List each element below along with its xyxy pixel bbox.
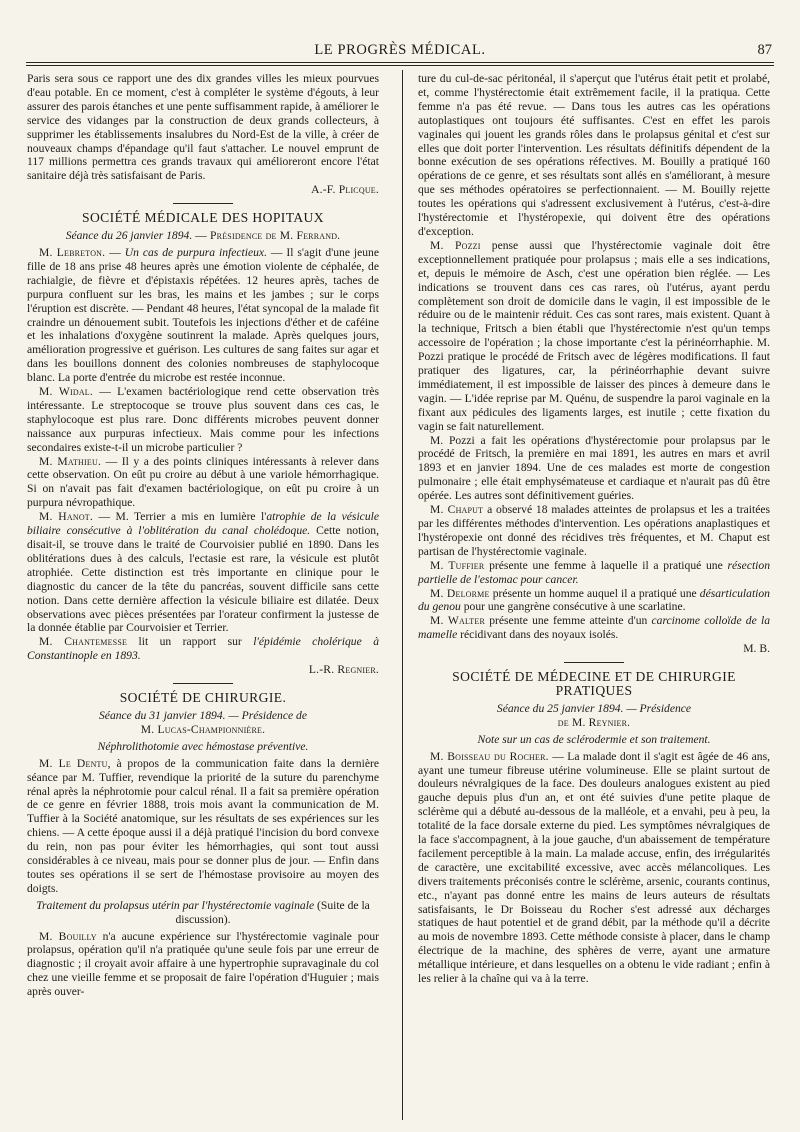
communication-title: atrophie de la vésicule biliaire consécutive à l'oblitération du canal cholédoque. xyxy=(27,510,379,538)
speaker-name: M. Walter xyxy=(430,614,486,628)
paragraph-chaput: M. Chaput a observé 18 malades atteintes de prolapsus et les a traitées par les différentes méthodes d'intervention. Les opérations anaplastiques et l'hystéropexie ont donné des récidives très fréquentes, et M. Chaput est partisan de l'hystérectomie vaginale. xyxy=(418,503,771,558)
paragraph-bouilly-continued: ture du cul-de-sac péritonéal, il s'aperçut que l'utérus était petit et prolabé, et, comme l'hystérectomie était extrêmement facile, il la pratiqua. Cette femme n'a pas été revue. — Dans tous les autres cas les opérations autoplastiques ont toujours été suffisantes. C'est en effet les parois vaginales qui jouent les grands rôles dans le prolapsus génital et c'est sur elles que doit porter l'intervention. Les résultats définitifs dépendent de la bonne exécution de ses opérations réfectives. M. Bouilly a pratiqué 160 opérations de ce genre, et ses résultats sont allés en s'améliorant, à mesure que ses méthodes opératoires se perfectionnaient. — M. Bouilly rejette toutes les opérations qui s'adressent exclusivement à l'utérus, c'est-à-dire l'hystérectomie et l'hystéropexie, qui doivent être des opérations d'exception. xyxy=(418,72,770,238)
speaker-name: M. Chaput xyxy=(430,503,484,517)
left-column xyxy=(27,72,379,999)
running-title: LE PROGRÈS MÉDICAL. xyxy=(314,42,486,58)
communication-title: l'épidémie cholérique à Constantinople en 1893. xyxy=(27,635,379,663)
speaker-name: M. Lebreton. xyxy=(39,245,106,259)
subtitle-nephrolithotomie: Néphrolithotomie avec hémostase préventive. xyxy=(97,739,309,753)
paragraph-walter: M. Walter présente une femme atteinte d'un carcinome colloïde de la mamelle récidivant dans des noyaux isolés. xyxy=(418,614,770,642)
paragraph-boisseau: M. Boisseau du Rocher. — La malade dont il s'agit est âgée de 46 ans, ayant une tumeur fibreuse utérine volumineuse. Elle se plaint surtout de douleurs névralgiques de la face. Des douleurs analogues existent au pied gauche depuis plus d'un an, et ont été suivies d'une petite plaque de sclérème qui a débuté au-dessous de la malléole, et a envahi, peu à peu, la totalité de la face dorsale externe du pied. Les symptômes névralgiques de la face s'accompagnent, à la joue gauche, d'un abaissement de température facilement perceptible à la main. La malade accuse, enfin, des irrégularités de caractère, une excitabilité excessive, avec accès mélancoliques. Les divers traitements préconisés contre le sclérème, arsenic, courants continus, etc., n'ayant pas donné entre les mains de leurs auteurs de résultats satisfaisants, le Dr Boisseau du Rocher s'est adressé aux décharges statiques de haut potentiel et de grand débit, par la méthode qu'il a décrite au mois de novembre 1893. Cette méthode consiste à placer, dans le champ électrique de la machine, des sphères de verre, ayant une armature métallique intérieure, et dans lesquelles on a obtenu le vide radiant ; enfin à les relier à la chaîne qui va à la terre. xyxy=(418,749,770,986)
paragraph-pozzi-results: M. Pozzi a fait les opérations d'hystérectomie pour prolapsus par le procédé de Fritsch, la première en mai 1891, les autres en mars et avril 1893 et en janvier 1894. Une de ces malades est morte de congestion pulmonaire ; elle était emphysémateuse et cardiaque et n'aurait pas dû être opérée. Les autres sont définitivement guéries. xyxy=(418,433,770,503)
paragraph-mathieu: M. Mathieu. — Il y a des points cliniques intéressants à relever dans cette observation. On eût pu croire au début à une variole hémorrhagique. Si on n'avait pas fait d'examen bactériologique, on eût pu croire à un purpura névropathique. xyxy=(27,454,379,510)
speaker-name: M. Le Dentu, xyxy=(39,756,111,770)
communication-title: résection partielle de l'estomac pour cancer. xyxy=(418,558,770,586)
paragraph-lebreton: M. Lebreton. — Un cas de purpura infectieux. — Il s'agit d'une jeune fille de 18 ans prise 48 heures après une émotion violente de céphalée, de rachialgie, de fièvre et d'épistaxis répétées. 12 heures après, taches de purpura confluent sur les bras, les mains et les jambes ; sur le corps l'éruption est discrète. — Pendant 48 heures, l'état syncopal de la malade fit craindre un dénouement subit. Toutefois les injections d'éther et de caféine et les inhalations d'oxygène soutinrent la malade. Après quelques jours, amélioration progressive et guérison. Les cultures de sang faites sur agar et dans les bouillons donnent des colonies nombreuses de staphylocoque blanc. La porte d'entrée du microbe est restée inconnue. xyxy=(27,245,379,385)
paragraph-chantemesse: M. Chantemesse lit un rapport sur l'épidémie cholérique à Constantinople en 1893. xyxy=(27,635,379,663)
signature-mb: M. B. xyxy=(743,642,770,656)
speaker-name: M. Hanot. xyxy=(39,510,93,524)
communication-title: carcinome colloïde de la mamelle xyxy=(418,614,770,642)
section-title-hopitaux: SOCIÉTÉ MÉDICALE DES HOPITAUX xyxy=(82,210,324,226)
right-column xyxy=(418,72,770,986)
communication-title: Un cas de purpura infectieux. xyxy=(124,245,267,259)
speaker-name: M. Widal. xyxy=(39,385,93,399)
session-line-medecine: Séance du 25 janvier 1894. — Présidence de M. Reynier. xyxy=(496,701,692,729)
paragraph-pozzi: M. Pozzi pense aussi que l'hystérectomie vaginale doit être exceptionnellement pratiquée pour prolapsus ; mais elle a ses indications, et, depuis le mémoire de Asch, c'est une opération bien réglée. — Les indications se trouvent dans ces cas rares, où l'utérus, ayant perdu complètement son droit de domicile dans le vagin, il est impossible de le réduire ou de le maintenir réduit. Ces cas sont rares, mais existent. Quant à la technique, Fritsch a bien établi que l'hystérectomie n'est qu'un temps accessoire de l'opération ; la chose importante c'est la périnéorrhaphie. M. Pozzi pratique le procédé de Fritsch avec de légères modifications. Il faut pratiquer des ligatures, car, la périnéorrhaphie devant suivre immédiatement, il est impossible de laisser des pinces à demeure dans le vagin. — L'idée reprise par M. Quénu, de suspendre la paroi vaginale en la fixant aux pédicules des ligaments larges, est inutile ; cette fixation du vagin se fait naturellement. xyxy=(418,238,770,433)
subtitle-prolapsus: Traitement du prolapsus utérin par l'hystérectomie vaginale (Suite de la discussion). xyxy=(36,898,370,926)
session-date: Séance du 26 janvier 1894. xyxy=(65,229,193,243)
speaker-name: M. Tuffier xyxy=(430,558,485,572)
session-line-chirurgie: Séance du 31 janvier 1894. — Présidence de M. Lucas-Championnière. xyxy=(99,708,307,736)
section-divider xyxy=(564,662,624,663)
header-rule-bottom xyxy=(26,65,774,66)
page-header xyxy=(28,38,772,60)
page-number: 87 xyxy=(757,42,772,58)
section-title-medecine-chirurgie: SOCIÉTÉ DE MÉDECINE ET DE CHIRURGIE PRATIQUES xyxy=(452,669,736,698)
section-divider xyxy=(173,203,233,204)
paragraph-bouilly: M. Bouilly n'a aucune expérience sur l'hystérectomie vaginale pour prolapsus, opération qu'il n'a pratiquée qu'une seule fois par une erreur de diagnostic ; il croyait avoir affaire à une hypertrophie supravaginale du col chez une vieille femme et se proposait de faire l'opération d'Huguier ; mais après ouver- xyxy=(27,929,379,999)
paragraph-widal: M. Widal. — L'examen bactériologique rend cette observation très intéressante. Le streptocoque se trouve plus souvent dans ces cas, le staphylocoque est plus rare. Donc différents microbes peuvent donner naissance aux purpuras infectieux. Mais comme pour les infections secondaires existe-t-il un microbe particulier ? xyxy=(27,385,379,454)
signature-regnier: L.-R. Regnier. xyxy=(308,663,379,677)
signature-plicque: A.-F. Plicque. xyxy=(311,183,379,197)
section-title-chirurgie: SOCIÉTÉ DE CHIRURGIE. xyxy=(119,690,287,706)
speaker-name: M. Pozzi xyxy=(430,238,481,252)
paragraph-delorme: M. Delorme présente un homme auquel il a pratiqué une désarticulation du genou pour une gangrène consécutive à une scarlatine. xyxy=(418,586,770,614)
speaker-name: M. Mathieu. xyxy=(39,454,102,468)
paragraph-tuffier: M. Tuffier présente une femme à laquelle il a pratiqué une résection partielle de l'estomac pour cancer. xyxy=(418,558,770,586)
intro-paragraph: Paris sera sous ce rapport une des dix grandes villes les mieux pourvues d'eau potable. En ce moment, c'est à compléter le système d'égouts, à leur assurer des parois étanches et une pente suffisamment rapide, à améliorer le service des vidanges par la construction de deux grands collecteurs, à supprimer les établissements insalubres du Nord-Est de la ville, à créer de nouveaux champs d'épandage qu'il faut s'attacher. Le nouvel emprunt de 117 millions permettra ces grands travaux qui amélioreront encore l'état sanitaire déjà très satisfaisant de Paris. xyxy=(27,72,379,183)
session-presidence: — Présidence de M. Ferrand. xyxy=(195,229,341,243)
column-divider xyxy=(402,70,403,1120)
speaker-name: M. Bouilly xyxy=(39,929,97,943)
speaker-name: M. Chantemesse xyxy=(39,635,128,649)
header-rule-top xyxy=(26,62,774,63)
session-line-hopitaux xyxy=(27,229,379,243)
paragraph-hanot: M. Hanot. — M. Terrier a mis en lumière l'atrophie de la vésicule biliaire consécutive à l'oblitération du canal cholédoque. Cette notion, disait-il, se trouve dans le traité de Courvoisier publié en 1890. Dans les oblitérations dues à des calculs, l'ectasie est rare, la vésicule est plutôt atrophiée. Cette distinction est très importante en clinique pour le diagnostic du cancer de la tête du pancréas, souvent difficile sans cette notion. Dans cette dernière affection la vésicule biliaire est dilatée. Deux observations avec pièces présentées par l'orateur confirment la justesse de la donnée établie par Courvoisier et Terrier. xyxy=(27,510,380,635)
subtitle-sclerodermie: Note sur un cas de sclérodermie et son traitement. xyxy=(477,732,711,746)
speaker-name: M. Boisseau du Rocher. xyxy=(430,749,549,763)
speaker-name: M. Delorme xyxy=(430,586,490,600)
paragraph-le-dentu: M. Le Dentu, à propos de la communication faite dans la dernière séance par M. Tuffier, revendique la priorité de la suture du parenchyme rénal après la néphrotomie pour calcul rénal. Il a fait sa première opération de ce genre en février 1888, trois mois avant la communication de M. Tuffier à la Société anatomique, sur les résultats de ses expériences sur les chiens. — A cette époque aussi il a déjà pratiqué l'incision du bord convexe du rein, non pas pour éviter les hémorrhagies, qui sont tout aussi considérables à ce niveau, mais pour se donner plus de jour. — Enfin dans toutes ses opérations il se sert de l'hémostase provisoire au moyen des doigts. xyxy=(27,756,379,895)
communication-title: désarticulation du genou xyxy=(418,586,770,614)
section-divider xyxy=(173,683,233,684)
